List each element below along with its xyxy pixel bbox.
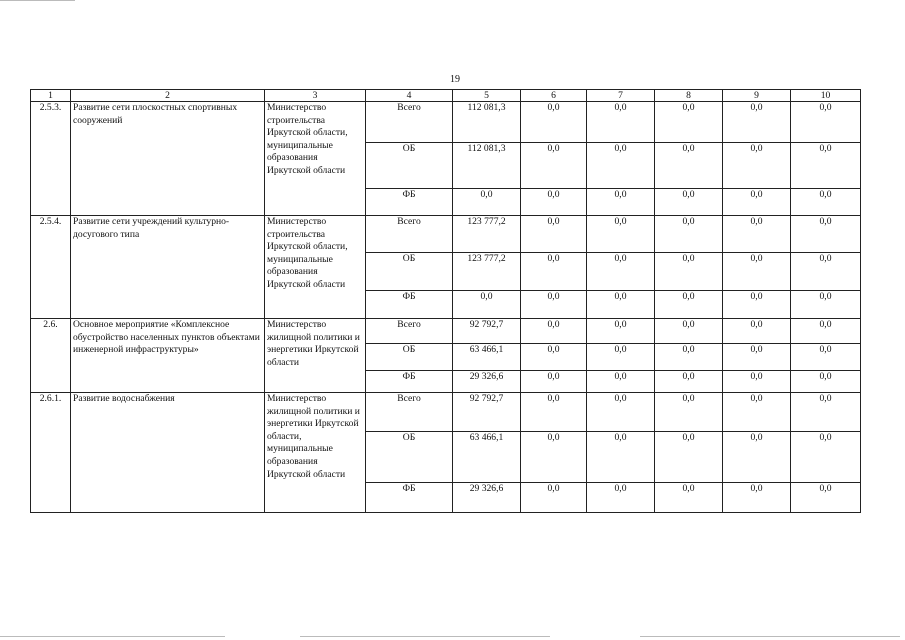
value-cell: 0,0	[655, 371, 723, 393]
value-cell: 0,0	[587, 344, 655, 371]
funding-source: ФБ	[366, 189, 453, 216]
header-col-9: 9	[723, 90, 791, 102]
header-col-8: 8	[655, 90, 723, 102]
value-cell: 0,0	[723, 319, 791, 344]
header-col-6: 6	[521, 90, 587, 102]
scan-artifact-bottom-mid	[300, 636, 550, 637]
value-cell: 0,0	[587, 371, 655, 393]
header-col-7: 7	[587, 90, 655, 102]
value-cell: 0,0	[791, 393, 861, 432]
table-row	[31, 393, 861, 432]
value-cell: 0,0	[791, 432, 861, 483]
table-row	[31, 216, 861, 253]
value-cell: 0,0	[723, 143, 791, 189]
value-cell: 0,0	[791, 216, 861, 253]
item-name: Развитие сети учреждений культурно-досугового типа	[71, 216, 265, 319]
value-cell: 0,0	[723, 371, 791, 393]
funding-source: Всего	[366, 319, 453, 344]
header-row	[31, 90, 861, 102]
value-cell: 0,0	[723, 216, 791, 253]
value-cell: 0,0	[723, 253, 791, 291]
value-cell: 0,0	[655, 216, 723, 253]
value-cell: 0,0	[655, 143, 723, 189]
item-name: Развитие водоснабжения	[71, 393, 265, 513]
header-col-10: 10	[791, 90, 861, 102]
value-cell: 0,0	[791, 291, 861, 319]
value-cell: 63 466,1	[453, 344, 521, 371]
value-cell: 0,0	[791, 344, 861, 371]
value-cell: 0,0	[587, 393, 655, 432]
value-cell: 0,0	[655, 393, 723, 432]
value-cell: 0,0	[655, 432, 723, 483]
value-cell: 0,0	[521, 371, 587, 393]
item-name: Основное мероприятие «Комплексное обустройство населенных пунктов объектами инженерной инфраструктуры»	[71, 319, 265, 393]
scan-artifact-bottom-left	[0, 636, 225, 637]
value-cell: 0,0	[521, 393, 587, 432]
value-cell: 0,0	[587, 319, 655, 344]
header-col-1: 1	[31, 90, 71, 102]
funding-source: ОБ	[366, 143, 453, 189]
table-row	[31, 319, 861, 344]
value-cell: 0,0	[655, 189, 723, 216]
value-cell: 0,0	[791, 143, 861, 189]
value-cell: 0,0	[791, 189, 861, 216]
value-cell: 0,0	[587, 189, 655, 216]
value-cell: 0,0	[587, 253, 655, 291]
item-name: Развитие сети плоскостных спортивных сооружений	[71, 102, 265, 216]
budget-table	[30, 89, 861, 513]
value-cell: 0,0	[655, 483, 723, 513]
value-cell: 0,0	[587, 483, 655, 513]
value-cell: 63 466,1	[453, 432, 521, 483]
value-cell: 0,0	[521, 319, 587, 344]
value-cell: 0,0	[791, 483, 861, 513]
funding-source: ФБ	[366, 291, 453, 319]
value-cell: 29 326,6	[453, 483, 521, 513]
value-cell: 0,0	[587, 432, 655, 483]
header-col-3: 3	[265, 90, 366, 102]
value-cell: 0,0	[723, 432, 791, 483]
table-row	[31, 102, 861, 143]
value-cell: 0,0	[521, 216, 587, 253]
value-cell: 123 777,2	[453, 216, 521, 253]
page-number: 19	[450, 74, 460, 85]
value-cell: 123 777,2	[453, 253, 521, 291]
value-cell: 0,0	[791, 319, 861, 344]
funding-source: ФБ	[366, 371, 453, 393]
scan-artifact-top	[0, 0, 75, 1]
item-code: 2.5.3.	[31, 102, 71, 216]
value-cell: 0,0	[521, 344, 587, 371]
value-cell: 0,0	[521, 432, 587, 483]
value-cell: 0,0	[521, 143, 587, 189]
value-cell: 0,0	[655, 102, 723, 143]
value-cell: 0,0	[453, 291, 521, 319]
funding-source: ОБ	[366, 432, 453, 483]
value-cell: 0,0	[791, 371, 861, 393]
value-cell: 0,0	[453, 189, 521, 216]
funding-source: Всего	[366, 216, 453, 253]
value-cell: 0,0	[521, 189, 587, 216]
value-cell: 92 792,7	[453, 393, 521, 432]
value-cell: 0,0	[723, 189, 791, 216]
value-cell: 112 081,3	[453, 143, 521, 189]
value-cell: 0,0	[791, 102, 861, 143]
item-executor: Министерство строительства Иркутской области, муниципальные образования Иркутской области	[265, 216, 366, 319]
item-code: 2.5.4.	[31, 216, 71, 319]
value-cell: 92 792,7	[453, 319, 521, 344]
funding-source: Всего	[366, 102, 453, 143]
value-cell: 0,0	[723, 393, 791, 432]
item-executor: Министерство жилищной политики и энергетики Иркутской области	[265, 319, 366, 393]
value-cell: 0,0	[723, 344, 791, 371]
funding-source: ФБ	[366, 483, 453, 513]
value-cell: 112 081,3	[453, 102, 521, 143]
value-cell: 0,0	[723, 102, 791, 143]
value-cell: 0,0	[587, 143, 655, 189]
scan-artifact-bottom-right	[640, 636, 900, 637]
value-cell: 0,0	[655, 344, 723, 371]
value-cell: 29 326,6	[453, 371, 521, 393]
funding-source: ОБ	[366, 253, 453, 291]
value-cell: 0,0	[587, 291, 655, 319]
funding-source: ОБ	[366, 344, 453, 371]
item-executor: Министерство строительства Иркутской области, муниципальные образования Иркутской области	[265, 102, 366, 216]
value-cell: 0,0	[587, 102, 655, 143]
value-cell: 0,0	[521, 253, 587, 291]
item-code: 2.6.1.	[31, 393, 71, 513]
item-code: 2.6.	[31, 319, 71, 393]
value-cell: 0,0	[723, 291, 791, 319]
value-cell: 0,0	[655, 319, 723, 344]
value-cell: 0,0	[655, 291, 723, 319]
item-executor: Министерство жилищной политики и энергетики Иркутской области, муниципальные образования Иркутской области	[265, 393, 366, 513]
value-cell: 0,0	[723, 483, 791, 513]
value-cell: 0,0	[587, 216, 655, 253]
funding-source: Всего	[366, 393, 453, 432]
header-col-5: 5	[453, 90, 521, 102]
value-cell: 0,0	[791, 253, 861, 291]
value-cell: 0,0	[521, 102, 587, 143]
value-cell: 0,0	[521, 483, 587, 513]
value-cell: 0,0	[655, 253, 723, 291]
header-col-2: 2	[71, 90, 265, 102]
value-cell: 0,0	[521, 291, 587, 319]
header-col-4: 4	[366, 90, 453, 102]
